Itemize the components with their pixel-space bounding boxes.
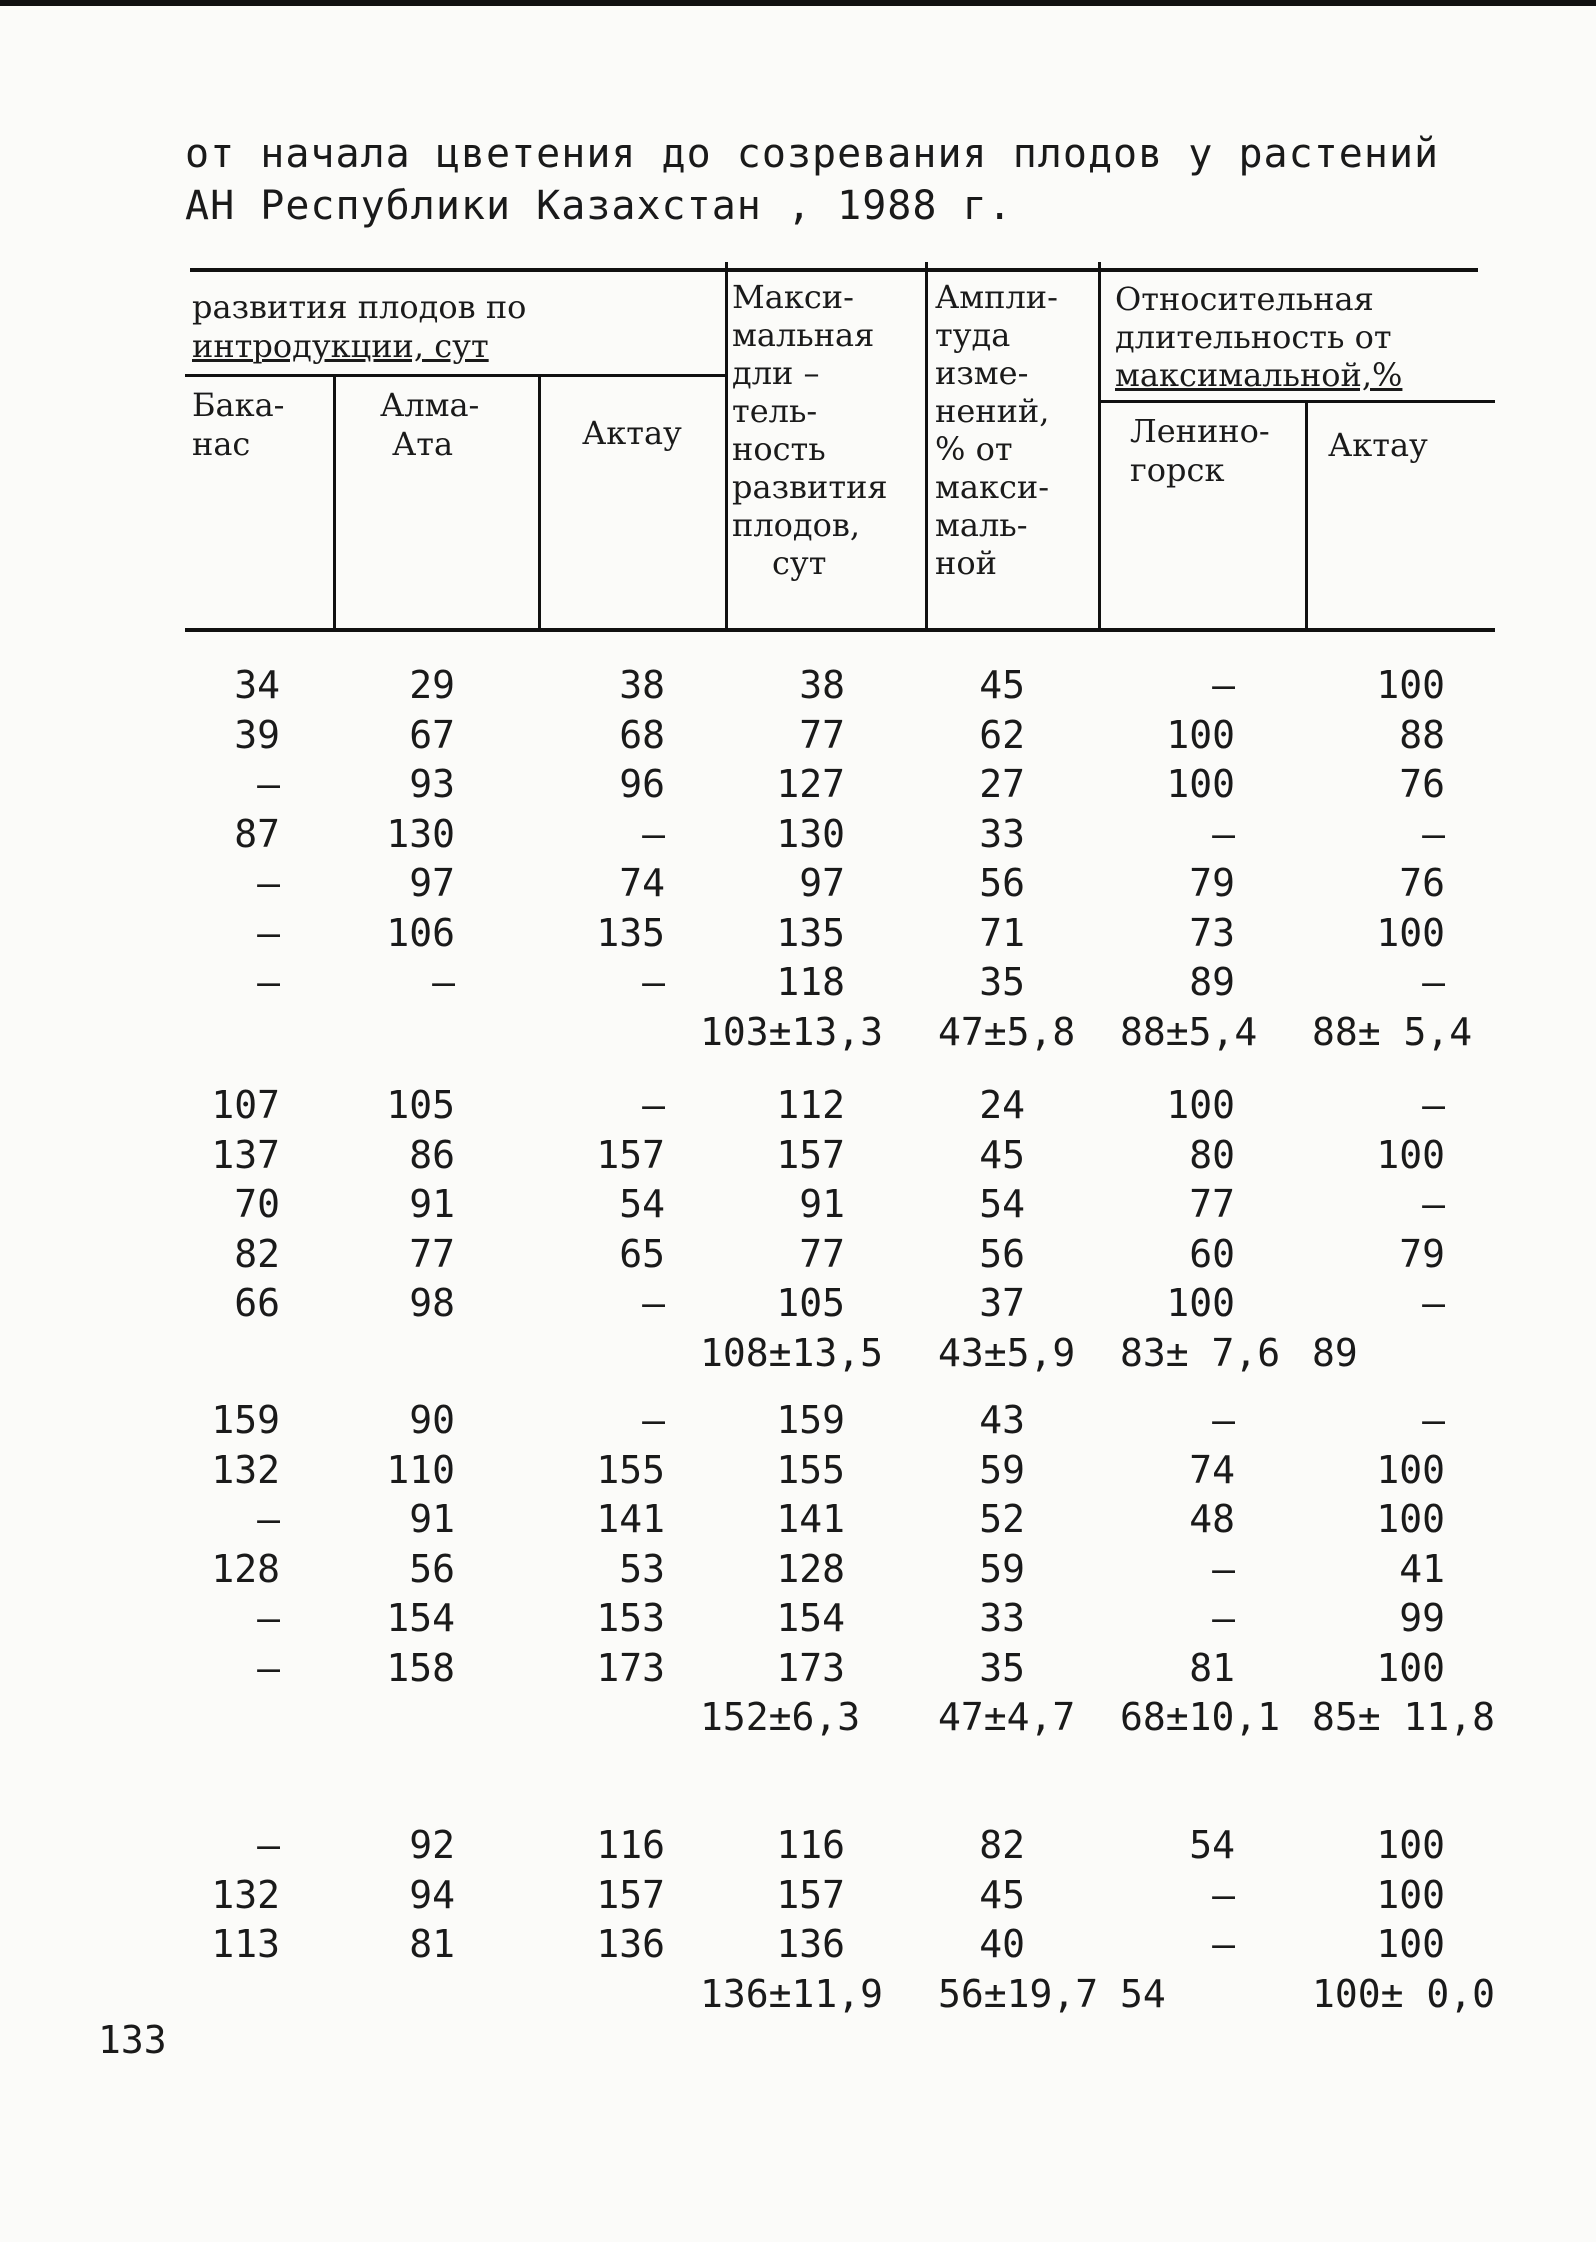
table-cell: 113 [211,1922,280,1966]
table-cell: – [1212,1398,1235,1442]
table-cell: 127 [776,762,845,806]
summary-row [0,1692,1596,1742]
table-row [0,1643,1596,1693]
table-cell: – [1422,960,1445,1004]
table-cell: 77 [799,1232,845,1276]
table-row [0,1130,1596,1180]
table-cell: 70 [234,1182,280,1226]
table-row [0,660,1596,710]
header-almaata: Алма- Ата [380,386,480,463]
table-cell: – [1212,1922,1235,1966]
summary-cell: 54 [1120,1972,1166,2016]
table-cell: 159 [776,1398,845,1442]
table-cell: – [1212,663,1235,707]
table-cell: 79 [1399,1232,1445,1276]
table-cell: 74 [1189,1448,1235,1492]
table-row [0,858,1596,908]
table-cell: – [257,1646,280,1690]
header-bottom-rule [185,628,1495,632]
table-cell: 157 [776,1873,845,1917]
table-cell: – [1422,812,1445,856]
table-cell: 105 [386,1083,455,1127]
table-cell: – [1212,1873,1235,1917]
table-cell: 110 [386,1448,455,1492]
table-cell: 100 [1376,911,1445,955]
table-cell: 130 [776,812,845,856]
table-cell: 45 [979,663,1025,707]
table-cell: 158 [386,1646,455,1690]
table-cell: 74 [619,861,665,905]
table-cell: 155 [776,1448,845,1492]
table-cell: 157 [776,1133,845,1177]
table-cell: 77 [409,1232,455,1276]
summary-cell: 43±5,9 [938,1331,1076,1375]
table-cell: 91 [409,1497,455,1541]
summary-cell: 100± 0,0 [1312,1972,1496,2016]
divider-leninogorsk-aktau [1305,402,1308,632]
table-cell: 38 [799,663,845,707]
header-group-development: развития плодов по интродукции, сут [192,288,527,365]
summary-row [0,1969,1596,2019]
table-row [0,1544,1596,1594]
table-cell: 60 [1189,1232,1235,1276]
divider-maxdur-amplitude [925,262,928,632]
summary-cell: 89 [1312,1331,1358,1375]
table-cell: 82 [979,1823,1025,1867]
header-amplitude: Ампли- туда изме- нений, % от макси- маль- ной [935,278,1058,582]
summary-cell: 88±5,4 [1120,1010,1258,1054]
table-cell: – [432,960,455,1004]
table-cell: 107 [211,1083,280,1127]
header-bakanas: Бака- нас [192,386,285,463]
divider-almaata-aktau [538,376,541,632]
table-row [0,1919,1596,1969]
table-cell: 154 [776,1596,845,1640]
table-cell: 53 [619,1547,665,1591]
table-cell: 73 [1189,911,1235,955]
table-cell: 81 [409,1922,455,1966]
table-cell: 89 [1189,960,1235,1004]
subheader-rule-right [1100,400,1495,403]
table-cell: 135 [596,911,665,955]
table-row [0,1278,1596,1328]
table-cell: 91 [409,1182,455,1226]
table-cell: – [1422,1083,1445,1127]
table-cell: 90 [409,1398,455,1442]
page-top-edge [0,0,1596,6]
table-cell: 33 [979,812,1025,856]
table-cell: 118 [776,960,845,1004]
table-cell: 141 [776,1497,845,1541]
table-row [0,1179,1596,1229]
table-row [0,908,1596,958]
table-cell: 40 [979,1922,1025,1966]
table-cell: 100 [1166,1281,1235,1325]
table-row [0,1820,1596,1870]
table-cell: – [642,1083,665,1127]
table-cell: 43 [979,1398,1025,1442]
header-max-duration: Макси- мальная дли – тель- ность развития плодов, сут [732,278,888,582]
table-cell: 100 [1166,1083,1235,1127]
table-cell: 153 [596,1596,665,1640]
table-cell: – [257,762,280,806]
table-cell: 41 [1399,1547,1445,1591]
table-cell: 100 [1376,1448,1445,1492]
table-cell: 100 [1376,1873,1445,1917]
table-cell: 24 [979,1083,1025,1127]
table-cell: 62 [979,713,1025,757]
table-cell: 45 [979,1133,1025,1177]
table-cell: 86 [409,1133,455,1177]
table-cell: 82 [234,1232,280,1276]
table-row [0,710,1596,760]
table-cell: 88 [1399,713,1445,757]
summary-cell: 83± 7,6 [1120,1331,1281,1375]
table-cell: 68 [619,713,665,757]
table-cell: 132 [211,1448,280,1492]
table-cell: 34 [234,663,280,707]
table-cell: 155 [596,1448,665,1492]
table-cell: 33 [979,1596,1025,1640]
table-cell: 35 [979,1646,1025,1690]
title-line-1: от начала цветения до созревания плодов у растений [185,131,1440,177]
table-cell: – [642,812,665,856]
table-cell: 100 [1376,1922,1445,1966]
table-cell: 37 [979,1281,1025,1325]
table-cell: 136 [596,1922,665,1966]
table-cell: 87 [234,812,280,856]
table-cell: 157 [596,1133,665,1177]
table-cell: 100 [1166,762,1235,806]
summary-cell: 56±19,7 [938,1972,1099,2016]
table-cell: 173 [596,1646,665,1690]
table-cell: 100 [1376,1133,1445,1177]
table-cell: 91 [799,1182,845,1226]
table-cell: 130 [386,812,455,856]
title-line-2: АН Республики Казахстан , 1988 г. [185,183,1013,229]
table-cell: 159 [211,1398,280,1442]
table-cell: 154 [386,1596,455,1640]
table-cell: 112 [776,1083,845,1127]
table-row [0,1395,1596,1445]
table-row [0,809,1596,859]
header-group-relative: Относительная длительность от максимальной,% [1115,280,1403,394]
table-cell: – [642,960,665,1004]
table-cell: – [257,1497,280,1541]
table-cell: – [642,1281,665,1325]
table-cell: 93 [409,762,455,806]
table-cell: 77 [799,713,845,757]
table-cell: – [1212,812,1235,856]
summary-cell: 108±13,5 [700,1331,884,1375]
table-cell: – [1212,1547,1235,1591]
table-cell: 100 [1376,663,1445,707]
table-cell: – [642,1398,665,1442]
table-top-rule [190,268,1478,272]
subheader-rule-left [185,374,725,377]
table-row [0,1593,1596,1643]
table-cell: 99 [1399,1596,1445,1640]
table-cell: 54 [979,1182,1025,1226]
table-row [0,1445,1596,1495]
table-cell: 97 [409,861,455,905]
header-leninogorsk: Ленино- горск [1130,412,1270,489]
table-cell: – [1422,1398,1445,1442]
summary-cell: 85± 11,8 [1312,1695,1496,1739]
table-cell: 116 [776,1823,845,1867]
table-cell: 35 [979,960,1025,1004]
table-cell: 59 [979,1547,1025,1591]
table-cell: – [257,1596,280,1640]
summary-cell: 103±13,3 [700,1010,884,1054]
table-cell: 39 [234,713,280,757]
summary-cell: 152±6,3 [700,1695,861,1739]
table-cell: 100 [1376,1646,1445,1690]
table-cell: 52 [979,1497,1025,1541]
table-cell: – [257,911,280,955]
summary-cell: 88± 5,4 [1312,1010,1473,1054]
table-row [0,957,1596,1007]
table-cell: 38 [619,663,665,707]
table-cell: 67 [409,713,455,757]
summary-cell: 68±10,1 [1120,1695,1281,1739]
table-cell: 81 [1189,1646,1235,1690]
table-row [0,1494,1596,1544]
table-cell: – [1422,1281,1445,1325]
table-cell: 141 [596,1497,665,1541]
table-cell: 76 [1399,861,1445,905]
table-cell: 100 [1166,713,1235,757]
table-cell: 100 [1376,1497,1445,1541]
table-cell: 56 [979,861,1025,905]
header-aktau: Актау [582,414,682,452]
table-cell: 71 [979,911,1025,955]
table-cell: 76 [1399,762,1445,806]
table-cell: 80 [1189,1133,1235,1177]
table-cell: 97 [799,861,845,905]
table-cell: 132 [211,1873,280,1917]
table-cell: 29 [409,663,455,707]
table-cell: 27 [979,762,1025,806]
table-cell: – [1212,1596,1235,1640]
summary-cell: 47±5,8 [938,1010,1076,1054]
table-cell: – [257,861,280,905]
summary-row [0,1328,1596,1378]
table-cell: 66 [234,1281,280,1325]
table-cell: 106 [386,911,455,955]
table-cell: – [1422,1182,1445,1226]
table-cell: 79 [1189,861,1235,905]
table-cell: 56 [409,1547,455,1591]
table-cell: 98 [409,1281,455,1325]
summary-row [0,1007,1596,1057]
table-row [0,1229,1596,1279]
table-cell: 135 [776,911,845,955]
table-row [0,1870,1596,1920]
table-cell: – [257,960,280,1004]
table-cell: 92 [409,1823,455,1867]
table-cell: 48 [1189,1497,1235,1541]
table-cell: 173 [776,1646,845,1690]
table-cell: 137 [211,1133,280,1177]
table-cell: 77 [1189,1182,1235,1226]
table-cell: 54 [619,1182,665,1226]
table-row [0,759,1596,809]
table-cell: 116 [596,1823,665,1867]
table-cell: 45 [979,1873,1025,1917]
table-cell: 54 [1189,1823,1235,1867]
table-cell: 128 [776,1547,845,1591]
page-number: 133 [98,2018,167,2062]
divider-aktau-maxdur [725,262,728,632]
table-cell: 136 [776,1922,845,1966]
document-title [185,128,1485,232]
table-row [0,1080,1596,1130]
table-cell: 128 [211,1547,280,1591]
header-aktau-relative: Актау [1328,426,1428,464]
table-cell: 96 [619,762,665,806]
table-cell: 100 [1376,1823,1445,1867]
divider-amplitude-relative [1098,262,1101,632]
summary-cell: 136±11,9 [700,1972,884,2016]
summary-cell: 47±4,7 [938,1695,1076,1739]
table-cell: 65 [619,1232,665,1276]
table-cell: 56 [979,1232,1025,1276]
divider-bakanas-almaata [333,376,336,632]
table-cell: 157 [596,1873,665,1917]
table-cell: 59 [979,1448,1025,1492]
table-cell: 94 [409,1873,455,1917]
table-cell: – [257,1823,280,1867]
table-cell: 105 [776,1281,845,1325]
